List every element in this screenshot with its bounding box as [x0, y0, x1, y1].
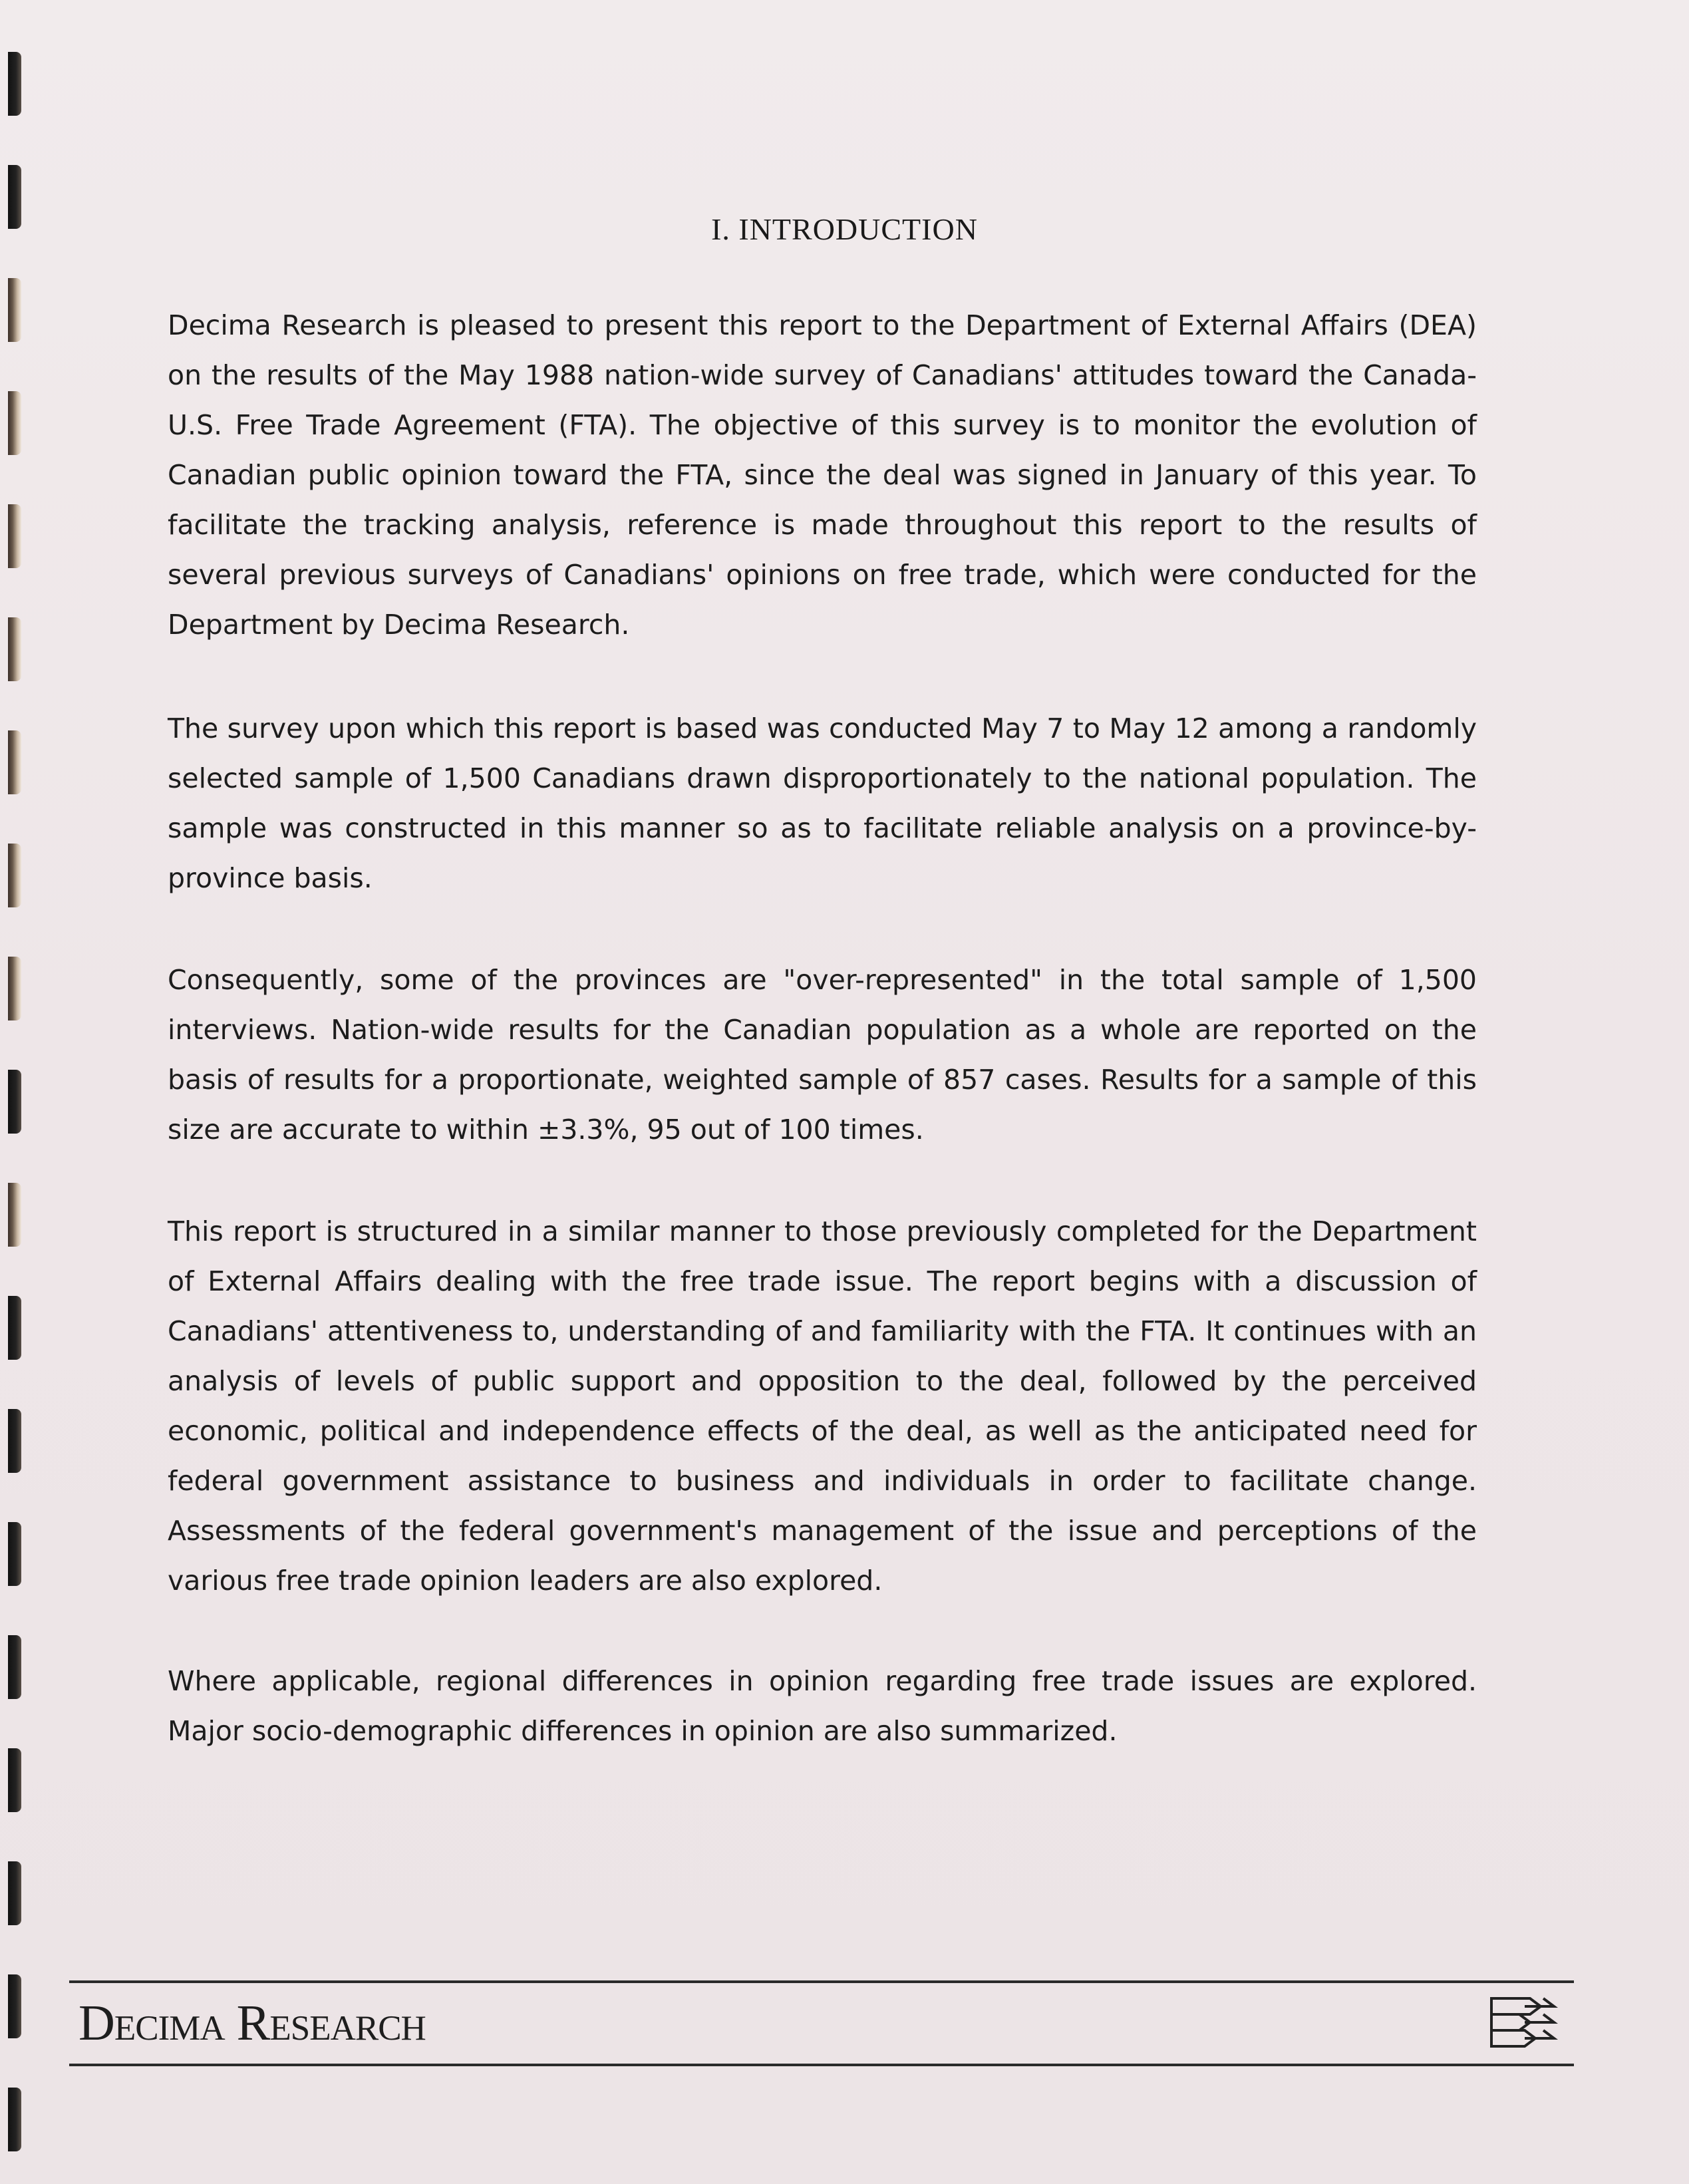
binding-ring [8, 1296, 21, 1360]
footer-brand: Decima Research [78, 1995, 426, 2051]
binding-ring [8, 52, 21, 116]
binding-ring [8, 1070, 21, 1134]
binding-ring [8, 1974, 21, 2038]
paragraph-regional: Where applicable, regional differences in opinion regarding free trade issues are explored. Major socio-demographic differences in opinion are also summarized. [168, 1665, 1477, 1747]
paragraph-sample: Consequently, some of the provinces are "over-represented" in the total sample of 1,500 interviews. Nation-wide results for the Canadian population as a whole are reported on the basis of results for a proportionate, weighted sample of 857 cases. Results for a sample of this size are accurate to within ±3.3%, 95 out of 100 times. [168, 964, 1477, 1146]
binding-ring [8, 1748, 21, 1812]
paragraph-purpose: Decima Research is pleased to present this report to the Department of External Affairs (DEA) on the results of the May 1988 nation-wide survey of Canadians' attitudes toward the Canada-U.S. Free Trade Agreement (FTA). The objective of this survey is to monitor the evolution of Canadian public opinion toward the FTA, since the deal was signed in January of this year. To facilitate the tracking analysis, reference is made throughout this report to the results of several previous surveys of Canadians' opinions on free trade, which were conducted for the Department by Decima Research. [168, 309, 1477, 641]
binding-ring [8, 957, 21, 1020]
section-title: I. INTRODUCTION [711, 212, 978, 246]
binding-ring [8, 1635, 21, 1699]
binding-ring [8, 844, 21, 907]
binding-ring [8, 504, 21, 568]
footer-rule-bottom [69, 2064, 1574, 2066]
binding-ring [8, 1522, 21, 1586]
footer-rule-top [69, 1980, 1574, 1983]
binding-ring [8, 2088, 21, 2151]
binding-ring [8, 1409, 21, 1473]
spiral-binding [0, 0, 40, 2184]
binding-ring [8, 730, 21, 794]
decima-logo-icon [1487, 1994, 1561, 2054]
binding-ring [8, 1183, 21, 1247]
binding-ring [8, 391, 21, 455]
binding-ring [8, 278, 21, 342]
binding-ring [8, 617, 21, 681]
binding-ring [8, 1861, 21, 1925]
paragraph-methodology: The survey upon which this report is based was conducted May 7 to May 12 among a randomly selected sample of 1,500 Canadians drawn disproportionately to the national population. The sample was constructed in this manner so as to facilitate reliable analysis on a province-by-province basis. [168, 712, 1477, 894]
paragraph-structure: This report is structured in a similar manner to those previously completed for the Department of External Affairs dealing with the free trade issue. The report begins with a discussion of Canadians' attentiveness to, understanding of and familiarity with the FTA. It continues with an analysis of levels of public support and opposition to the deal, followed by the perceived economic, political and independence effects of the deal, as well as the anticipated need for federal government assistance to business and individuals in order to facilitate change. Assessments of the federal government's management of the issue and perceptions of the various free trade opinion leaders are also explored. [168, 1215, 1477, 1597]
